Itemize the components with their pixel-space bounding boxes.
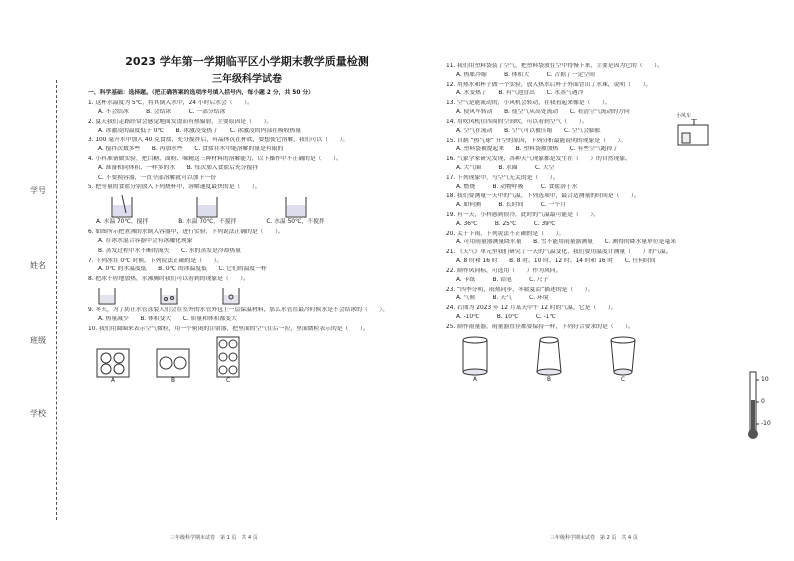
cylinder-icon — [460, 335, 490, 377]
options: A. 热量减少 B. 体积变大 C. 质量和体积都变大 — [98, 315, 237, 322]
question: 12. 用热水和杯子做一个实验，放入热水后杯子外面冒出了水珠，说明（ ）。 — [446, 81, 652, 88]
question: 1. 这杯水温度为 5℃，将其倒入水中，24 小时后水会（ ）。 — [88, 100, 253, 107]
figure-caption: C — [225, 378, 231, 385]
question: 18. 我们要测量一天中的气温，下列选项中，最合适测量的时间是（ ）。 — [446, 193, 640, 200]
options: A. 36℃ B. 25℃ C. 39℃ — [456, 220, 556, 227]
syringe-particles-icon — [156, 348, 190, 378]
question: 7. 下列冰在 0℃ 时候，下列说法正确的是（ ）。 — [88, 257, 223, 264]
question: 16. 气象学家研究发现，各种天气现象都是发生在（ ）的自然现象。 — [446, 156, 631, 163]
thermometer-figure — [746, 370, 776, 440]
gauge-c — [608, 335, 638, 385]
options: A. 0℃ 的水温度低 B. 0℃ 的冰温度低 C. 它们的温度一样 — [98, 266, 267, 273]
options: A. 水变热了 B. 有气泡冒出 C. 水蒸气遇冷 — [456, 90, 584, 97]
figure-caption: B — [547, 376, 551, 383]
cylinder-icon — [608, 335, 638, 377]
beaker-icon — [193, 195, 221, 219]
thermo-tick: 0 — [761, 398, 765, 405]
section-heading: 一、科学基础：选择题。（把正确答案的选项序号填入括号内，每小题 2 分，共 50 分） — [88, 90, 314, 97]
binding-strip — [0, 0, 75, 561]
question: 11. 我们用塑料袋装了空气，把塑料袋放在空中得慢下来，主要是因为它的（ ）。 — [446, 63, 663, 69]
question: 2. 夏天我们走路经常会感觉地面发烫而有热辐射，主要原因是（ ）。 — [88, 118, 273, 125]
thermometer-icon — [746, 370, 760, 440]
figure-caption: B — [171, 378, 175, 385]
left-page-footer: 三年级科学期末试卷 第 1 页 共 4 页 — [170, 535, 258, 541]
options: C. 不要换容器，一直全部溶解就可以加下一份 — [98, 174, 216, 181]
options: A. 燃烧 B. 动物呼吸 C. 食盐溶于水 — [456, 183, 578, 190]
windmill-apparatus-icon — [676, 119, 712, 147]
beaker-icon — [108, 195, 136, 219]
exam-title: 2023 学年第一学期临平区小学期末教学质量检测 — [125, 55, 369, 68]
particle-b — [156, 348, 190, 386]
options: A. 搅拌次数多些 B. 再加水些 C. 食盐在水中能溶解的量是有限的 — [98, 146, 284, 153]
class-label: 班级 — [30, 336, 46, 345]
options: A. 使风车转动 B. 使空气从高处流动 C. 看清空气流动的方向 — [456, 109, 630, 116]
options: B. 蒸发过程中水不断的流失 C. 水的蒸发是冷却热量 — [98, 247, 241, 254]
beaker-icon — [158, 287, 180, 305]
question: 25. 制作雨量器，雨量器直径都要保持一样，下列符合要求的是（ ）。 — [446, 323, 634, 330]
question: 24. 右图为 2023 年 12 月某天中午 12 时的气温，它是（ ）。 — [446, 305, 617, 312]
options: A. 在冰水混合容器中会有冰融化现象 — [98, 237, 193, 244]
question: 6. 如图所示把煮沸的水倒入容器中，进行实验，下列说法正确的是（ ）。 — [88, 229, 284, 236]
figure-caption: C. 水温 50℃，不搅拌 — [266, 219, 325, 226]
options: A. 如何测 B. 长时间 C. 一个月 — [456, 202, 566, 209]
figure-caption: A — [473, 376, 477, 383]
question: 22. 制作风向标，可选用（ ）作为风向。 — [446, 267, 562, 274]
question: 5. 把等量的食盐分别放入下列烧杯中，溶解速度最快的是（ ）。 — [88, 184, 261, 191]
question: 4. 小科准备做实验，把白糖、面粉、味精这三种材料的溶解能力，以下操作中不正确的是（ ）。 — [88, 156, 342, 163]
options: A. 冰激凌的温度低于 0℃ B. 冰激凌受热了 C. 冰激凌的内部在吸收热量 — [98, 127, 302, 134]
figure-caption: A. 水温 70℃，搅拌 — [96, 219, 149, 226]
exam-subtitle: 三年级科学试卷 — [212, 73, 282, 85]
figure-caption: B. 水温 70℃，不搅拌 — [178, 219, 237, 226]
right-page — [446, 62, 776, 386]
beaker-a — [96, 195, 148, 227]
gauge-b — [534, 335, 564, 385]
options: A. 气候 B. 天气 C. 环境 — [456, 295, 549, 302]
cylinder-icon — [534, 335, 564, 377]
question: 20. 关于下雨，下列说法不正确的是（ ）。 — [446, 230, 565, 237]
options: A. -10℃ B. 10℃ C. -1℃ — [456, 313, 556, 320]
options: A. 卡纸 B. 铅笔 C. 尺子 — [456, 276, 549, 283]
beaker-c — [266, 195, 324, 227]
beaker-b — [178, 195, 236, 227]
particle-figure-q10 — [96, 336, 406, 386]
particle-c — [216, 336, 240, 386]
student-number-label: 学号 — [30, 186, 46, 195]
figure-caption: A — [111, 378, 115, 385]
question: 9. 冬天，为了防止水管冻裂人们会在室外的水管外包上一层保温材料，那么水管在最冷时候水是不会结冰的（ ）。 — [88, 306, 389, 313]
gauge-a — [460, 335, 490, 385]
options: A. 可用雨量器测量降水量 B. 雪不能用雨量器测量 C. 测得的降水量单位是毫米 — [456, 239, 677, 246]
question: 14. 用吹风机往四周的空间吹，可以看到空气（ ）。 — [446, 118, 588, 125]
particle-a — [96, 348, 130, 386]
name-label: 姓名 — [30, 261, 46, 270]
options: A. 热胀冷缩 B. 体积大 C. 占据了一定空间 — [456, 71, 595, 78]
question: 21. 《天气》单元里我们研究了一天的气温变化，我们要用温度计测量（ ）的气温。 — [446, 249, 672, 256]
binding-line — [56, 80, 57, 520]
question: 3. 100 毫升水中加入 40 克食盐，充分搅拌后，有晶体沉在杯底，要想使它溶解，我们可以（ ）。 — [88, 137, 349, 144]
school-label: 学校 — [30, 409, 46, 418]
windmill-figure — [676, 112, 712, 147]
question: 8. 把冰不停地加热，水沸腾时我们可以看到的现象是（ ）。 — [88, 276, 249, 283]
rain-gauge-figure-q25 — [460, 335, 776, 385]
thermo-tick: 10 — [761, 376, 769, 383]
windmill-label: 小风车 — [676, 113, 692, 119]
question: 19. 有一天，小科感到很冷，此时的气温最可能是（ ）。 — [446, 212, 600, 218]
options: A. 大气圈 B. 水圈 C. 大空 — [456, 164, 555, 171]
thermo-tick: -10 — [761, 420, 771, 427]
options: A. 准备相同体积、一样多的水 B. 每次加入食盐后充分搅拌 — [98, 164, 259, 171]
options: A. 塑料袋被提起来 B. 塑料袋被加热 C. 有些空气跑掉了 — [456, 146, 619, 153]
question: 17. 下列现象中，与空气无关的是（ ）。 — [446, 174, 559, 181]
beaker-figure-q5 — [96, 195, 406, 227]
syringe-particles-icon — [96, 348, 130, 378]
question: 23. “四季分明，雨热同步，冬暖夏凉”描述的是（ ）。 — [446, 286, 594, 293]
beaker-icon — [220, 287, 242, 305]
question: 13. 空气是能流动的，小风机会转动，在我看起来像是（ ）。 — [446, 100, 611, 107]
question: 10. 我们用圆圈来表示空气微粒，用一个密闭的注射器，把里面的空气往后一拉，里面微粒表示的是（ ）。 — [88, 325, 369, 332]
beaker-icon — [282, 195, 310, 219]
syringe-particles-icon — [216, 336, 240, 378]
question: 15. 自制 “热气球” 升空的原因，下列分析最能说明的现象是（ ）。 — [446, 137, 627, 144]
options: A. 不会结冰 B. 会结冰 C. 一部分结冰 — [98, 108, 226, 115]
beaker-figure-q8 — [96, 287, 406, 305]
options: A. 空气在流动 B. 空气可以被压缩 C. 空气会膨胀 — [456, 127, 601, 134]
left-page — [88, 55, 406, 388]
beaker-icon — [96, 287, 118, 305]
figure-caption: C — [620, 376, 626, 383]
options: A. 8 时和 16 时 B. 8 时、10 时、12 时、14 时和 16 时 C. 任何时间 — [456, 258, 656, 265]
right-page-footer: 三年级科学期末试卷 第 2 页 共 4 页 — [550, 535, 638, 541]
